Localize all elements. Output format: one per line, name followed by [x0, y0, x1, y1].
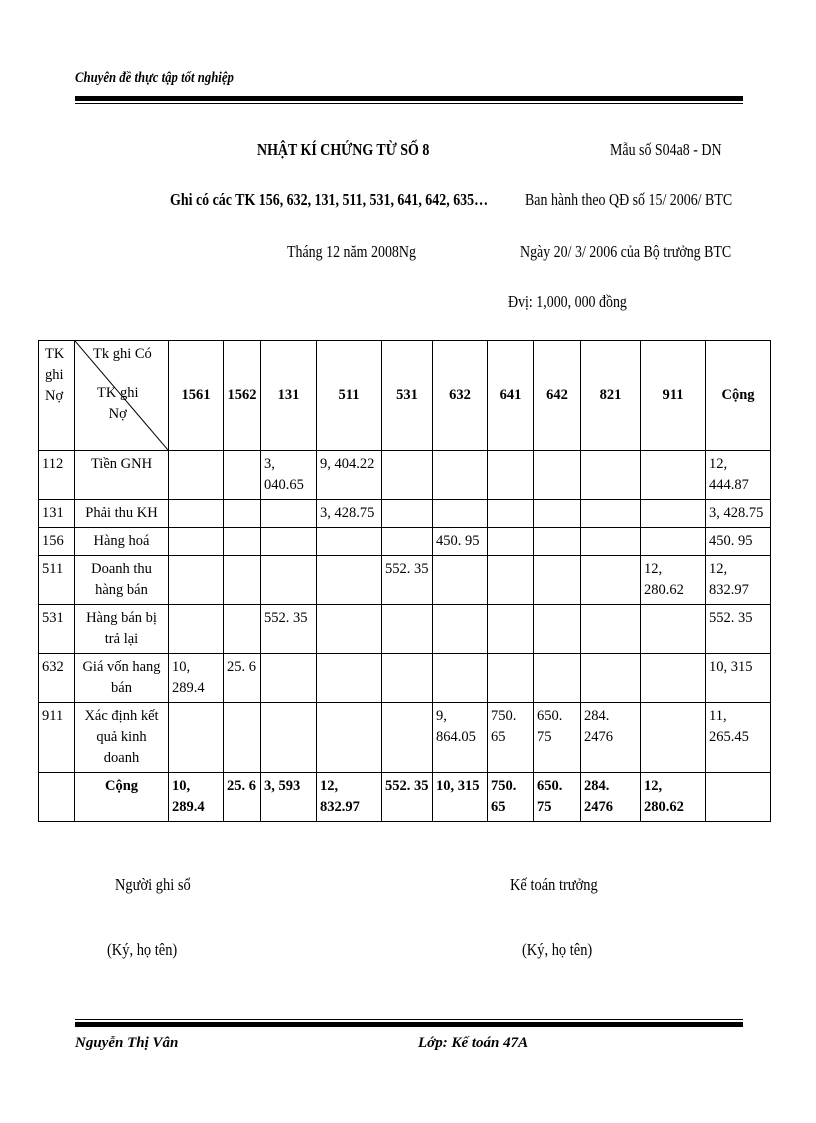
amount-cell	[224, 556, 261, 605]
amount-cell	[169, 500, 224, 528]
amount-cell	[581, 556, 641, 605]
column-header: 641	[488, 341, 534, 451]
amount-cell	[534, 451, 581, 500]
amount-cell	[488, 556, 534, 605]
amount-cell: 12, 280.62	[641, 556, 706, 605]
amount-cell: 11, 265.45	[706, 703, 771, 773]
amount-cell: 284. 2476	[581, 703, 641, 773]
amount-cell	[641, 500, 706, 528]
amount-cell: 552. 35	[382, 556, 433, 605]
table-row	[39, 528, 771, 556]
amount-cell: 552. 35	[261, 605, 317, 654]
amount-cell: 750. 65	[488, 703, 534, 773]
amount-cell: 3, 428.75	[317, 500, 382, 528]
amount-cell: 450. 95	[433, 528, 488, 556]
corner-left-cell	[39, 341, 75, 451]
amount-cell: 9, 864.05	[433, 703, 488, 773]
amount-cell	[382, 654, 433, 703]
account-code-cell: 511	[39, 556, 75, 605]
signature-right-note: (Ký, họ tên)	[522, 940, 593, 959]
footer-author: Nguyễn Thị Vân	[75, 1035, 179, 1051]
amount-cell	[641, 605, 706, 654]
amount-cell	[488, 528, 534, 556]
ledger-body	[39, 451, 771, 822]
amount-cell	[261, 556, 317, 605]
amount-cell: 10, 315	[706, 654, 771, 703]
amount-cell	[169, 605, 224, 654]
total-amount-cell: 552. 35	[382, 773, 433, 822]
amount-cell	[433, 451, 488, 500]
signature-right-title: Kế toán trưởng	[510, 875, 598, 894]
amount-cell	[261, 500, 317, 528]
column-header: Cộng	[706, 341, 771, 451]
account-name-cell: Xác định kết quả kinh doanh	[75, 703, 169, 773]
amount-cell	[581, 528, 641, 556]
document-title: NHẬT KÍ CHỨNG TỪ SỐ 8	[257, 140, 430, 159]
column-header: 511	[317, 341, 382, 451]
amount-cell	[433, 654, 488, 703]
column-header: 531	[382, 341, 433, 451]
account-name-cell: Hàng bán bị trả lại	[75, 605, 169, 654]
amount-cell	[169, 528, 224, 556]
amount-cell	[169, 451, 224, 500]
total-amount-cell: 750. 65	[488, 773, 534, 822]
amount-cell	[581, 605, 641, 654]
amount-cell: 12, 832.97	[706, 556, 771, 605]
total-amount-cell: 12, 832.97	[317, 773, 382, 822]
amount-cell: 12, 444.87	[706, 451, 771, 500]
total-label-cell: Cộng	[75, 773, 169, 822]
amount-cell: 3, 040.65	[261, 451, 317, 500]
amount-cell	[317, 556, 382, 605]
amount-cell	[317, 605, 382, 654]
table-row	[39, 654, 771, 703]
corner-left-line: Nợ	[45, 388, 64, 404]
amount-cell: 25. 6	[224, 654, 261, 703]
account-name-cell: Doanh thu hàng bán	[75, 556, 169, 605]
amount-cell	[534, 528, 581, 556]
amount-cell	[169, 556, 224, 605]
amount-cell	[261, 654, 317, 703]
column-header: 1561	[169, 341, 224, 451]
amount-cell	[224, 451, 261, 500]
corner-left-line: ghi	[45, 367, 64, 383]
account-code-cell: 156	[39, 528, 75, 556]
amount-cell	[261, 528, 317, 556]
table-header-row	[39, 341, 771, 451]
corner-left-line: TK	[45, 346, 65, 362]
total-empty-cell	[39, 773, 75, 822]
header-rule-thin	[75, 103, 743, 104]
column-header: 821	[581, 341, 641, 451]
table-row	[39, 605, 771, 654]
table-row	[39, 500, 771, 528]
amount-cell	[224, 605, 261, 654]
issued-date: Ngày 20/ 3/ 2006 của Bộ trưởng BTC	[520, 242, 732, 261]
total-amount-cell: 12, 280.62	[641, 773, 706, 822]
amount-cell	[433, 556, 488, 605]
amount-cell	[581, 654, 641, 703]
amount-cell	[382, 500, 433, 528]
column-header: 632	[433, 341, 488, 451]
amount-cell	[581, 451, 641, 500]
amount-cell	[224, 500, 261, 528]
signature-left-note: (Ký, họ tên)	[107, 940, 178, 959]
amount-cell	[581, 500, 641, 528]
table-row	[39, 703, 771, 773]
total-amount-cell: 10, 289.4	[169, 773, 224, 822]
total-amount-cell: 284. 2476	[581, 773, 641, 822]
total-amount-cell	[706, 773, 771, 822]
column-header: 131	[261, 341, 317, 451]
amount-cell	[224, 703, 261, 773]
issued-by: Ban hành theo QĐ số 15/ 2006/ BTC	[525, 190, 733, 209]
amount-cell	[534, 556, 581, 605]
amount-cell	[317, 703, 382, 773]
ledger-table	[38, 340, 771, 822]
amount-cell	[261, 703, 317, 773]
total-amount-cell: 3, 593	[261, 773, 317, 822]
account-code-cell: 632	[39, 654, 75, 703]
amount-cell: 552. 35	[706, 605, 771, 654]
account-name-cell: Hàng hoá	[75, 528, 169, 556]
amount-cell	[534, 605, 581, 654]
amount-cell	[641, 654, 706, 703]
corner-debit-label: TK ghi Nợ	[97, 385, 139, 422]
corner-diagonal-cell	[75, 341, 169, 451]
account-name-cell: Giá vốn hang bán	[75, 654, 169, 703]
signature-left-title: Người ghi sổ	[115, 875, 191, 894]
amount-cell: 3, 428.75	[706, 500, 771, 528]
period: Tháng 12 năm 2008Ng	[287, 242, 416, 261]
account-code-cell: 531	[39, 605, 75, 654]
amount-cell	[224, 528, 261, 556]
footer-class: Lớp: Kế toán 47A	[418, 1035, 529, 1051]
account-name-cell: Phải thu KH	[75, 500, 169, 528]
amount-cell	[382, 605, 433, 654]
amount-cell	[641, 703, 706, 773]
total-row	[39, 773, 771, 822]
account-code-cell: 131	[39, 500, 75, 528]
amount-cell	[382, 528, 433, 556]
total-amount-cell: 25. 6	[224, 773, 261, 822]
total-amount-cell: 10, 315	[433, 773, 488, 822]
footer-rule-thick	[75, 1022, 743, 1027]
amount-cell	[382, 451, 433, 500]
column-header: 911	[641, 341, 706, 451]
page-header-title: Chuyên đề thực tập tốt nghiệp	[75, 70, 234, 86]
amount-cell: 450. 95	[706, 528, 771, 556]
amount-cell: 650. 75	[534, 703, 581, 773]
amount-cell	[382, 703, 433, 773]
amount-cell	[317, 528, 382, 556]
form-number: Mẫu số S04a8 - DN	[610, 140, 722, 159]
column-header: 1562	[224, 341, 261, 451]
amount-cell	[169, 703, 224, 773]
amount-cell	[488, 654, 534, 703]
amount-cell: 9, 404.22	[317, 451, 382, 500]
amount-cell	[433, 500, 488, 528]
amount-cell	[641, 528, 706, 556]
account-code-cell: 911	[39, 703, 75, 773]
amount-cell	[534, 500, 581, 528]
amount-cell	[534, 654, 581, 703]
amount-cell	[317, 654, 382, 703]
amount-cell: 10, 289.4	[169, 654, 224, 703]
document-subtitle: Ghi có các TK 156, 632, 131, 511, 531, 641, 642, 635…	[170, 190, 489, 209]
amount-cell	[641, 451, 706, 500]
table-row	[39, 451, 771, 500]
amount-cell	[488, 451, 534, 500]
amount-cell	[488, 500, 534, 528]
corner-credit-label: Tk ghi Có	[93, 346, 152, 362]
amount-cell	[488, 605, 534, 654]
footer-rule-thin	[75, 1019, 743, 1020]
unit-note: Đvị: 1,000, 000 đồng	[508, 292, 627, 311]
total-amount-cell: 650. 75	[534, 773, 581, 822]
amount-cell	[433, 605, 488, 654]
header-rule-thick	[75, 96, 743, 101]
account-code-cell: 112	[39, 451, 75, 500]
column-header: 642	[534, 341, 581, 451]
table-row	[39, 556, 771, 605]
account-name-cell: Tiền GNH	[75, 451, 169, 500]
